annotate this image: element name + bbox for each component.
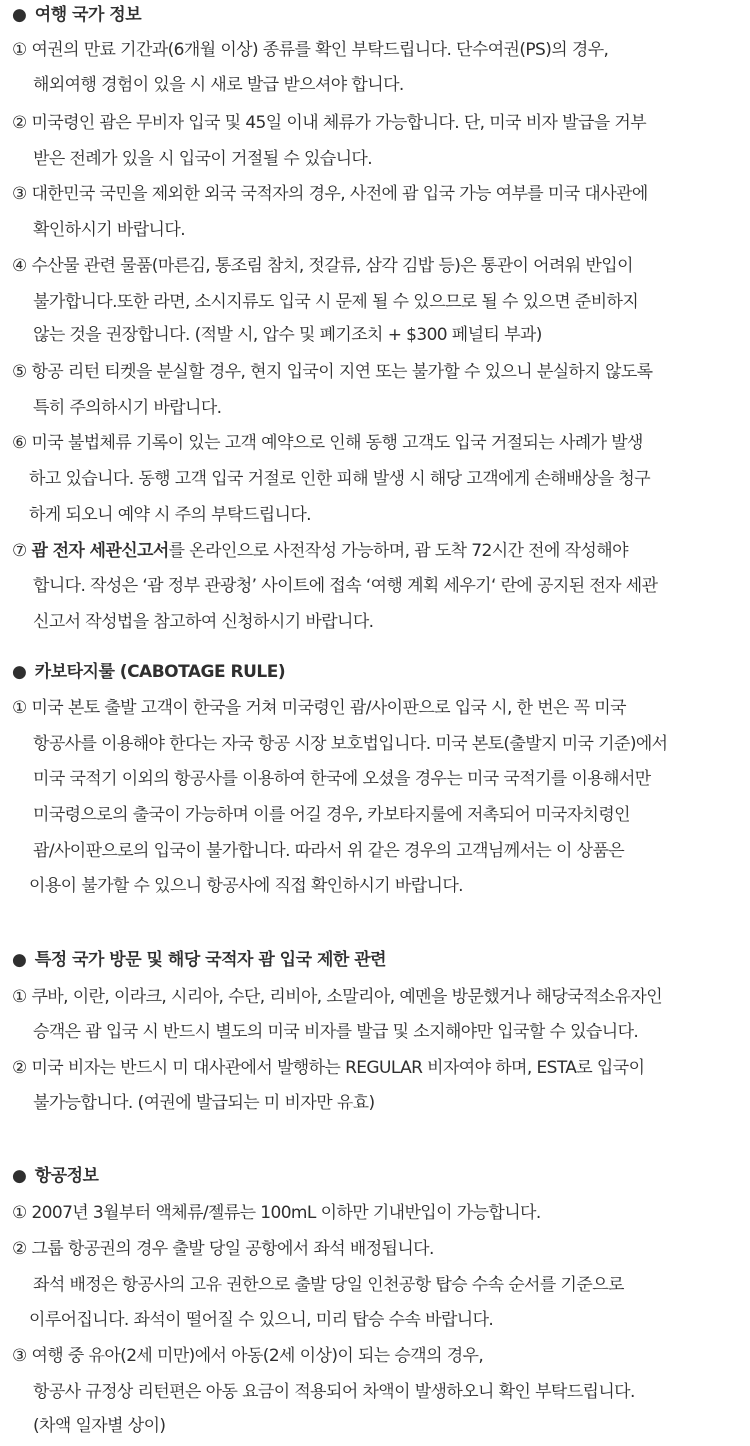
text-line: ① 미국 본토 출발 고객이 한국을 거쳐 미국령인 괌/사이판으로 입국 시, 한 번은 꼭 미국	[12, 698, 626, 718]
section-title: 카보타지룰 (CABOTAGE RULE)	[34, 662, 286, 682]
text-line: ⑤ 항공 리턴 티켓을 분실할 경우, 현지 입국이 지연 또는 불가할 수 있으니 분실하지 않도록	[12, 362, 653, 382]
section-title: 여행 국가 정보	[34, 5, 142, 25]
text-line: 하게 되오니 예약 시 주의 부탁드립니다.	[29, 505, 311, 525]
text-line: ① 2007년 3월부터 액체류/젤류는 100mL 이하만 기내반입이 가능합니다.	[12, 1203, 541, 1223]
text-line: 불가능합니다. (여권에 발급되는 미 비자만 유효)	[33, 1093, 375, 1113]
text-line: 미국 국적기 이외의 항공사를 이용하여 한국에 오셨을 경우는 미국 국적기를 이용해서만	[33, 769, 651, 789]
text-line: 불가합니다.또한 라면, 소시지류도 입국 시 문제 될 수 있으므로 될 수 있으면 준비하지	[33, 292, 639, 312]
section-heading-cabotage-rule	[12, 662, 285, 682]
text-line: ② 미국 비자는 반드시 미 대사관에서 발행하는 REGULAR 비자여야 하며, ESTA로 입국이	[12, 1058, 645, 1078]
text-line: ① 여권의 만료 기간과(6개월 이상) 종류를 확인 부탁드립니다. 단수여권(PS)의 경우,	[12, 40, 609, 60]
text-line: 해외여행 경험이 있을 시 새로 발급 받으셔야 합니다.	[33, 75, 404, 95]
text-line: 않는 것을 권장합니다. (적발 시, 압수 및 폐기조치 + $300 페널티 부과)	[33, 325, 542, 345]
text-line: ① 쿠바, 이란, 이라크, 시리아, 수단, 리비아, 소말리아, 예멘을 방문했거나 해당국적소유자인	[12, 987, 663, 1007]
bullet-icon: ●	[12, 950, 27, 970]
text-line: 이루어집니다. 좌석이 떨어질 수 있으니, 미리 탑승 수속 바랍니다.	[29, 1310, 494, 1330]
text-line: ② 그룹 항공권의 경우 출발 당일 공항에서 좌석 배정됩니다.	[12, 1239, 434, 1259]
guam-customs-form-emphasis: 괌 전자 세관신고서	[31, 541, 169, 561]
section-heading-entry-restrictions	[12, 950, 386, 970]
text-line: 괌/사이판으로의 입국이 불가합니다. 따라서 위 같은 경우의 고객님께서는 이 상품은	[33, 841, 625, 861]
text-line	[12, 541, 628, 561]
text-line: 신고서 작성법을 참고하여 신청하시기 바랍니다.	[33, 612, 374, 632]
text-line: ④ 수산물 관련 물품(마른김, 통조림 참치, 젓갈류, 삼각 김밥 등)은 통관이 어려워 반입이	[12, 256, 633, 276]
text-fragment: 를 온라인으로 사전작성 가능하며, 괌 도착 72시간 전에 작성해야	[168, 541, 628, 561]
text-line: ② 미국령인 괌은 무비자 입국 및 45일 이내 체류가 가능합니다. 단, 미국 비자 발급을 거부	[12, 113, 647, 133]
section-heading-flight-info	[12, 1166, 98, 1186]
bullet-icon: ●	[12, 1166, 27, 1186]
text-line: 하고 있습니다. 동행 고객 입국 거절로 인한 피해 발생 시 해당 고객에게 손해배상을 청구	[29, 469, 651, 489]
bullet-icon: ●	[12, 662, 27, 682]
text-line: 항공사를 이용해야 한다는 자국 항공 시장 보호법입니다. 미국 본토(출발지 미국 기준)에서	[33, 734, 668, 754]
section-heading-travel-country-info	[12, 5, 141, 25]
text-line: ③ 대한민국 국민을 제외한 외국 국적자의 경우, 사전에 괌 입국 가능 여부를 미국 대사관에	[12, 184, 648, 204]
text-line: 특히 주의하시기 바랍니다.	[33, 398, 222, 418]
text-line: 이용이 불가할 수 있으니 항공사에 직접 확인하시기 바랍니다.	[29, 876, 463, 896]
text-line: ⑥ 미국 불법체류 기록이 있는 고객 예약으로 인해 동행 고객도 입국 거절되는 사례가 발생	[12, 433, 643, 453]
text-line: 승객은 괌 입국 시 반드시 별도의 미국 비자를 발급 및 소지해야만 입국할 수 있습니다.	[33, 1022, 639, 1042]
text-line: 받은 전례가 있을 시 입국이 거절될 수 있습니다.	[33, 149, 373, 169]
section-title: 항공정보	[34, 1166, 99, 1186]
text-line: 항공사 규정상 리턴편은 아동 요금이 적용되어 차액이 발생하오니 확인 부탁드립니다.	[33, 1382, 635, 1402]
text-line: 미국령으로의 출국이 가능하며 이를 어길 경우, 카보타지룰에 저촉되어 미국자치령인	[33, 805, 631, 825]
text-line: 확인하시기 바랍니다.	[33, 220, 186, 240]
bullet-icon: ●	[12, 5, 27, 25]
text-line: 합니다. 작성은 ‘괌 정부 관광청’ 사이트에 접속 ‘여행 계획 세우기‘ 란에 공지된 전자 세관	[33, 576, 658, 596]
text-line: ③ 여행 중 유아(2세 미만)에서 아동(2세 이상)이 되는 승객의 경우,	[12, 1346, 484, 1366]
text-line: 좌석 배정은 항공사의 고유 권한으로 출발 당일 인천공항 탑승 수속 순서를 기준으로	[33, 1275, 624, 1295]
section-title: 특정 국가 방문 및 해당 국적자 괌 입국 제한 관련	[34, 950, 387, 970]
text-line: (차액 일자별 상이)	[33, 1416, 166, 1436]
item-number: ⑦	[12, 541, 32, 561]
